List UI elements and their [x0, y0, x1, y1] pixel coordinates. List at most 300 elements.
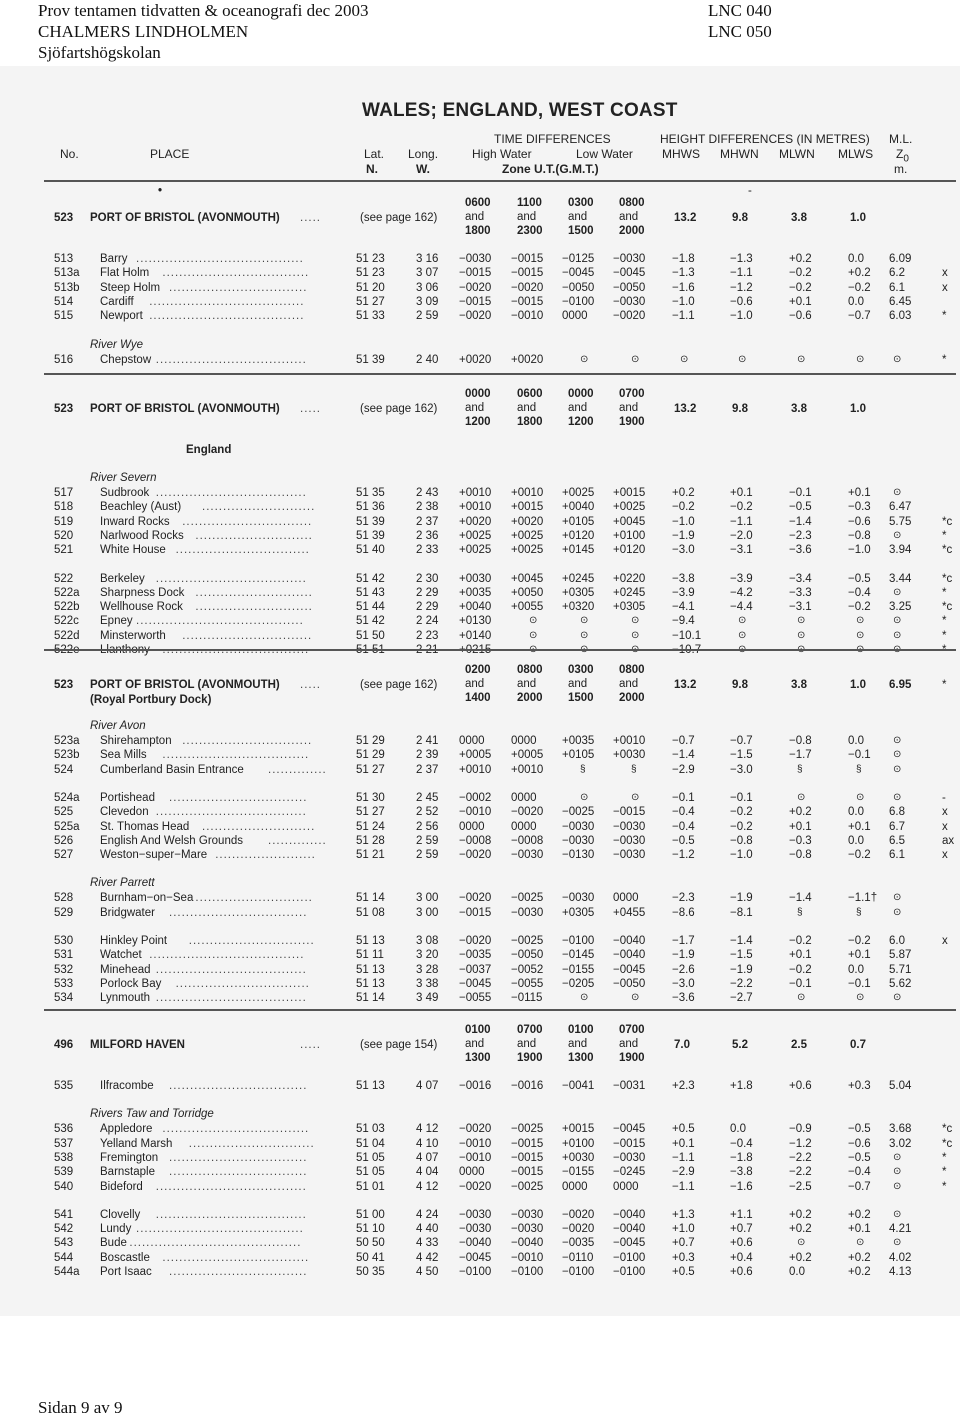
- see-page-reference: (see page 162): [360, 403, 438, 415]
- station-name: Beachley (Aust): [100, 501, 182, 514]
- height-difference: −1.0: [672, 295, 695, 308]
- header-row-2: [38, 21, 918, 42]
- height-difference: ⊙: [797, 1237, 806, 1249]
- time-difference: −0010: [511, 310, 544, 323]
- height-difference: ⊙: [797, 615, 806, 627]
- time-difference: −0050: [613, 977, 646, 990]
- station-longitude: 2 59: [416, 834, 439, 847]
- time-difference: −0010: [459, 1151, 492, 1164]
- time-difference: +0030: [613, 749, 646, 762]
- time-difference: +0245: [562, 572, 595, 585]
- time-difference: −0016: [459, 1080, 492, 1092]
- height-difference: −1.1: [672, 1180, 695, 1193]
- station-latitude: 51 42: [356, 572, 385, 585]
- time-difference: −0030: [562, 892, 595, 905]
- mean-level: 6.7: [889, 820, 905, 833]
- height-difference: ⊙: [797, 629, 806, 641]
- department-name: Sjöfartshögskolan: [38, 43, 161, 62]
- height-difference: −0.2: [789, 267, 812, 280]
- time-difference: +0010: [613, 735, 646, 747]
- station-latitude: 51 42: [356, 615, 385, 628]
- height-difference: +0.6: [730, 1266, 753, 1278]
- station-name: Minsterworth: [100, 629, 166, 642]
- time-difference: −0125: [562, 253, 595, 265]
- station-longitude: 2 45: [416, 791, 439, 804]
- time-difference: −0030: [511, 849, 544, 862]
- station-number: 515: [54, 310, 74, 323]
- leader-dots: .................................: [169, 906, 308, 919]
- station-latitude: 51 35: [356, 487, 385, 499]
- time-difference: +0010: [459, 501, 492, 514]
- reference-port-name: MILFORD HAVEN: [90, 1039, 185, 1051]
- reference-time-1: 1800: [465, 225, 491, 237]
- time-difference: −0008: [459, 834, 492, 847]
- reference-time-3: 0100: [568, 1024, 594, 1036]
- leader-dots: ....................................: [155, 572, 307, 585]
- mean-level: 5.04: [889, 1080, 912, 1092]
- station-number: 529: [54, 906, 74, 919]
- station-longitude: 4 33: [416, 1237, 439, 1250]
- mean-level: 3.68: [889, 1123, 912, 1136]
- leader-dots: ........................................: [136, 1223, 304, 1236]
- leader-dots: ....................................: [155, 963, 307, 976]
- mean-level: ⊙: [893, 1237, 902, 1249]
- station-longitude: 2 56: [416, 820, 439, 833]
- height-difference: −0.1: [848, 749, 871, 762]
- station-latitude: 51 05: [356, 1151, 385, 1164]
- station-latitude: 51 23: [356, 267, 385, 280]
- station-name: Watchet: [100, 949, 142, 962]
- height-difference: −0.4: [672, 806, 695, 819]
- height-difference: ⊙: [738, 615, 747, 627]
- station-latitude: 51 44: [356, 601, 385, 614]
- header-row-3: [38, 42, 918, 63]
- col-header-zone: Zone U.T.(G.M.T.): [502, 162, 599, 176]
- time-difference: −0055: [459, 992, 492, 1005]
- time-difference: −0045: [613, 1123, 646, 1136]
- height-difference: −3.1: [730, 544, 753, 557]
- mean-level: ⊙: [893, 791, 902, 803]
- time-difference: −0025: [511, 935, 544, 947]
- reference-time-2: 1900: [517, 1052, 543, 1064]
- height-difference: −0.2: [730, 501, 753, 514]
- z0-subscript: 0: [903, 153, 909, 165]
- station-latitude: 51 01: [356, 1180, 385, 1193]
- height-difference: −2.5: [789, 1180, 812, 1193]
- reference-time-1: and: [465, 402, 485, 414]
- height-difference: −0.2: [848, 935, 871, 947]
- station-name: English And Welsh Grounds: [100, 834, 243, 847]
- see-page-reference: (see page 162): [360, 212, 438, 224]
- height-difference: +1.8: [730, 1080, 753, 1092]
- station-note: x: [942, 820, 948, 833]
- height-difference: −0.2: [730, 820, 753, 833]
- station-name: Inward Rocks: [100, 515, 170, 528]
- height-difference: +0.1: [848, 820, 871, 833]
- mean-level: 5.71: [889, 963, 912, 976]
- station-note: *c: [942, 1123, 953, 1136]
- reference-time-4: and: [619, 678, 639, 690]
- height-difference: −0.4: [848, 1166, 871, 1179]
- leader-dots: .....: [300, 679, 321, 691]
- mean-level: 3.44: [889, 572, 912, 585]
- time-difference: +0130: [459, 615, 492, 628]
- time-difference: 0000: [511, 791, 537, 804]
- station-name: Port Isaac: [100, 1266, 152, 1278]
- time-difference: +0120: [562, 529, 595, 542]
- reference-time-2: 2000: [517, 692, 543, 704]
- leader-dots: .....: [300, 212, 321, 224]
- station-longitude: 4 42: [416, 1251, 439, 1264]
- station-latitude: 51 13: [356, 1080, 385, 1092]
- height-difference: −1.4: [789, 515, 812, 528]
- leader-dots: .....................................: [149, 295, 305, 308]
- time-difference: +0010: [459, 763, 492, 776]
- leader-dots: ...................................: [162, 1251, 310, 1264]
- reference-height-1: 7.0: [674, 1039, 690, 1051]
- time-difference: 0000: [562, 1180, 588, 1193]
- station-name: Sharpness Dock: [100, 586, 185, 599]
- time-difference: +0020: [459, 353, 492, 366]
- station-name: Steep Holm: [100, 281, 161, 294]
- mean-level: 3.02: [889, 1137, 912, 1150]
- station-number: 522: [54, 572, 74, 585]
- time-difference: −0155: [562, 1166, 595, 1179]
- station-longitude: 2 33: [416, 544, 439, 557]
- reference-time-1: 0000: [465, 388, 491, 400]
- mean-level: ⊙: [893, 1208, 902, 1220]
- time-difference: −0015: [511, 1166, 544, 1179]
- leader-dots: ....................................: [155, 1208, 307, 1221]
- station-name: Cumberland Basin Entrance: [100, 763, 244, 776]
- height-difference: +0.2: [848, 1266, 871, 1278]
- river-subheading: Rivers Taw and Torridge: [90, 1108, 214, 1121]
- station-name: Bideford: [100, 1180, 143, 1193]
- time-difference: +0025: [459, 529, 492, 542]
- height-difference: +0.6: [730, 1237, 753, 1250]
- station-longitude: 2 36: [416, 529, 439, 542]
- height-difference: ⊙: [738, 353, 747, 365]
- station-name: Sea Mills: [100, 749, 147, 762]
- time-difference: +0005: [511, 749, 544, 762]
- leader-dots: .....: [300, 1039, 321, 1051]
- station-latitude: 50 35: [356, 1266, 385, 1278]
- height-difference: −0.3: [789, 834, 812, 847]
- time-difference: −0205: [562, 977, 595, 990]
- station-name: Hinkley Point: [100, 935, 168, 947]
- time-difference: −0015: [459, 295, 492, 308]
- height-difference: −0.8: [848, 529, 871, 542]
- station-name: Porlock Bay: [100, 977, 162, 990]
- height-difference: +0.4: [730, 1251, 753, 1264]
- time-difference: +0455: [613, 906, 646, 919]
- height-difference: −0.1: [789, 487, 812, 499]
- height-difference: 0.0: [848, 253, 864, 265]
- height-difference: ⊙: [856, 1237, 865, 1249]
- time-difference: −0030: [613, 834, 646, 847]
- height-difference: −0.6: [789, 310, 812, 323]
- station-latitude: 51 30: [356, 791, 385, 804]
- time-difference: ⊙: [580, 615, 589, 627]
- height-difference: −0.6: [730, 295, 753, 308]
- station-longitude: 2 59: [416, 310, 439, 323]
- leader-dots: ....................................: [155, 1180, 307, 1193]
- height-difference: −0.2: [848, 601, 871, 614]
- reference-time-1: and: [465, 211, 485, 223]
- station-latitude: 51 04: [356, 1137, 385, 1150]
- time-difference: −0020: [459, 310, 492, 323]
- leader-dots: ...........................: [202, 501, 316, 514]
- course-code-2: LNC 050: [708, 22, 772, 41]
- time-difference: +0030: [459, 572, 492, 585]
- height-difference: −1.0: [848, 544, 871, 557]
- station-latitude: 51 36: [356, 501, 385, 514]
- height-difference: +0.2: [789, 1251, 812, 1264]
- height-difference: −9.4: [672, 615, 695, 628]
- station-note: *: [942, 586, 947, 599]
- station-number: 527: [54, 849, 74, 862]
- col-header-mlws: MLWS: [838, 147, 874, 161]
- height-difference: −3.1: [789, 601, 812, 614]
- leader-dots: ....................................: [155, 992, 307, 1005]
- station-longitude: 4 50: [416, 1266, 439, 1278]
- height-difference: −0.3: [848, 501, 871, 514]
- time-difference: −0020: [459, 1123, 492, 1136]
- height-difference: −1.5: [730, 749, 753, 762]
- height-difference: −8.1: [730, 906, 753, 919]
- time-difference: −0010: [511, 1251, 544, 1264]
- height-difference: §: [797, 763, 803, 775]
- station-note: x: [942, 849, 948, 862]
- mean-level: 3.94: [889, 544, 912, 557]
- reference-time-4: 2000: [619, 225, 645, 237]
- station-latitude: 51 40: [356, 544, 385, 557]
- station-number: 532: [54, 963, 74, 976]
- height-difference: −2.9: [672, 1166, 695, 1179]
- time-difference: −0130: [562, 849, 595, 862]
- section-rule: [44, 1009, 956, 1011]
- reference-port-name: PORT OF BRISTOL (AVONMOUTH): [90, 679, 280, 691]
- reference-time-4: 0800: [619, 197, 645, 209]
- table-title: WALES; ENGLAND, WEST COAST: [362, 100, 678, 121]
- leader-dots: ............................: [195, 892, 313, 905]
- time-difference: +0040: [459, 601, 492, 614]
- station-name: White House: [100, 544, 166, 557]
- height-difference: −0.2: [730, 806, 753, 819]
- station-latitude: 51 27: [356, 806, 385, 819]
- height-difference: +0.1: [730, 487, 753, 499]
- station-number: 524: [54, 763, 74, 776]
- station-latitude: 51 21: [356, 849, 385, 862]
- reference-time-4: 0700: [619, 1024, 645, 1036]
- time-difference: +0055: [511, 601, 544, 614]
- time-difference: −0040: [511, 1237, 544, 1250]
- time-difference: −0010: [459, 806, 492, 819]
- height-difference: −0.7: [672, 735, 695, 747]
- time-difference: +0040: [562, 501, 595, 514]
- time-difference: −0050: [613, 281, 646, 294]
- station-latitude: 51 08: [356, 906, 385, 919]
- height-difference: −4.1: [672, 601, 695, 614]
- height-difference: −8.6: [672, 906, 695, 919]
- height-difference: 0.0: [848, 735, 864, 747]
- header-row-1: [38, 0, 918, 21]
- station-latitude: 51 14: [356, 892, 385, 905]
- station-longitude: 2 38: [416, 501, 439, 514]
- height-difference: ⊙: [856, 629, 865, 641]
- reference-time-2: and: [517, 678, 537, 690]
- reference-height-4: 1.0: [850, 212, 866, 224]
- station-longitude: 2 29: [416, 586, 439, 599]
- reference-time-3: 1500: [568, 225, 594, 237]
- reference-time-1: 0200: [465, 664, 491, 676]
- top-marker: •: [158, 185, 163, 197]
- height-difference: ⊙: [680, 353, 689, 365]
- height-difference: +0.2: [848, 1251, 871, 1264]
- reference-time-3: 1500: [568, 692, 594, 704]
- station-number: 525a: [54, 820, 80, 833]
- station-name: Barnstaple: [100, 1166, 155, 1179]
- time-difference: 0000: [459, 735, 485, 747]
- leader-dots: ...........................: [202, 820, 316, 833]
- reference-height-1: 13.2: [674, 679, 697, 691]
- reference-height-4: 0.7: [850, 1039, 866, 1051]
- time-difference: +0015: [562, 1123, 595, 1136]
- station-number: 521: [54, 544, 74, 557]
- height-difference: −0.1: [730, 791, 753, 804]
- station-name: Chepstow: [100, 353, 152, 366]
- leader-dots: .................................: [169, 1166, 308, 1179]
- leader-dots: ....................................: [155, 353, 307, 366]
- height-difference: −0.2: [672, 501, 695, 514]
- station-longitude: 3 07: [416, 267, 439, 280]
- reference-height-2: 9.8: [732, 212, 748, 224]
- col-header-time-diff: TIME DIFFERENCES: [494, 132, 611, 146]
- height-difference: §: [797, 906, 803, 918]
- col-header-mlwn: MLWN: [779, 147, 815, 161]
- reference-time-1: and: [465, 678, 485, 690]
- station-number: 513a: [54, 267, 80, 280]
- mean-level: ⊙: [893, 586, 902, 598]
- mean-level: 5.62: [889, 977, 912, 990]
- mean-level: 6.03: [889, 310, 912, 323]
- time-difference: −0110: [562, 1251, 594, 1264]
- station-note: -: [942, 791, 946, 804]
- station-name: Yelland Marsh: [100, 1137, 173, 1150]
- col-header-lat: Lat.: [364, 147, 385, 161]
- leader-dots: ...............................: [182, 735, 313, 747]
- station-longitude: 3 49: [416, 992, 439, 1005]
- leader-dots: ........................: [215, 849, 316, 862]
- time-difference: 0000: [613, 892, 639, 905]
- time-difference: −0020: [459, 849, 492, 862]
- station-note: *: [942, 629, 947, 642]
- reference-time-2: 0700: [517, 1024, 543, 1036]
- height-difference: +0.5: [672, 1123, 695, 1136]
- time-difference: −0045: [613, 267, 646, 280]
- reference-time-4: 0700: [619, 388, 645, 400]
- time-difference: −0025: [511, 892, 544, 905]
- station-name: Sudbrook: [100, 487, 150, 499]
- time-difference: 0000: [459, 820, 485, 833]
- time-difference: −0015: [613, 1137, 646, 1150]
- header-rule: [44, 180, 956, 182]
- time-difference: +0105: [562, 515, 595, 528]
- time-difference: +0305: [562, 586, 595, 599]
- station-note: *c: [942, 515, 953, 528]
- reference-height-3: 3.8: [791, 212, 807, 224]
- reference-height-3: 3.8: [791, 403, 807, 415]
- station-name: Bridgwater: [100, 906, 155, 919]
- reference-time-3: and: [568, 211, 588, 223]
- time-difference: +0025: [613, 501, 646, 514]
- mean-level: 6.47: [889, 501, 912, 514]
- reference-time-3: 1200: [568, 416, 594, 428]
- height-difference: +1.3: [672, 1208, 695, 1221]
- time-difference: +0305: [613, 601, 646, 614]
- height-difference: +0.2: [789, 253, 812, 265]
- height-difference: −4.4: [730, 601, 753, 614]
- leader-dots: ....................................: [155, 487, 307, 499]
- time-difference: −0025: [511, 1180, 544, 1193]
- time-difference: +0020: [511, 353, 544, 366]
- station-number: 522c: [54, 615, 79, 628]
- station-latitude: 51 03: [356, 1123, 385, 1136]
- reference-time-3: 0000: [568, 388, 594, 400]
- mean-level: ⊙: [893, 749, 902, 761]
- station-number: 513b: [54, 281, 80, 294]
- station-longitude: 3 38: [416, 977, 439, 990]
- time-difference: −0030: [511, 1208, 544, 1221]
- reference-port-name: PORT OF BRISTOL (AVONMOUTH): [90, 403, 280, 415]
- station-note: *c: [942, 544, 953, 557]
- leader-dots: ...............................: [182, 629, 313, 642]
- mean-level: 4.21: [889, 1223, 912, 1236]
- school-name: CHALMERS LINDHOLMEN: [38, 22, 249, 41]
- time-difference: 0000: [511, 820, 537, 833]
- height-difference: −0.4: [848, 586, 871, 599]
- station-number: 522d: [54, 629, 80, 642]
- time-difference: +0015: [511, 501, 544, 514]
- time-difference: ⊙: [631, 615, 640, 627]
- time-difference: −0025: [511, 1123, 544, 1136]
- station-longitude: 2 43: [416, 487, 439, 499]
- leader-dots: .........................................: [129, 1237, 302, 1250]
- station-longitude: 2 40: [416, 353, 439, 366]
- height-difference: −3.3: [789, 586, 812, 599]
- time-difference: −0145: [562, 949, 595, 962]
- river-subheading: River Parrett: [90, 877, 155, 890]
- country-heading: England: [186, 444, 232, 456]
- station-latitude: 51 13: [356, 963, 385, 976]
- height-difference: −0.5: [672, 834, 695, 847]
- height-difference: +0.2: [789, 806, 812, 819]
- height-difference: −1.3: [730, 253, 753, 265]
- reference-time-4: 0800: [619, 664, 645, 676]
- station-number: 522a: [54, 586, 80, 599]
- time-difference: +0020: [511, 515, 544, 528]
- station-longitude: 2 30: [416, 572, 439, 585]
- height-difference: −3.8: [730, 1166, 753, 1179]
- col-header-high-water: High Water: [472, 147, 532, 161]
- reference-time-3: 0300: [568, 197, 594, 209]
- height-difference: +0.1: [789, 295, 812, 308]
- reference-time-2: and: [517, 1038, 537, 1050]
- height-difference: +0.2: [848, 1208, 871, 1221]
- col-header-height-diff: HEIGHT DIFFERENCES (IN METRES): [660, 132, 870, 146]
- section-rule: [44, 649, 956, 651]
- time-difference: −0015: [511, 1151, 544, 1164]
